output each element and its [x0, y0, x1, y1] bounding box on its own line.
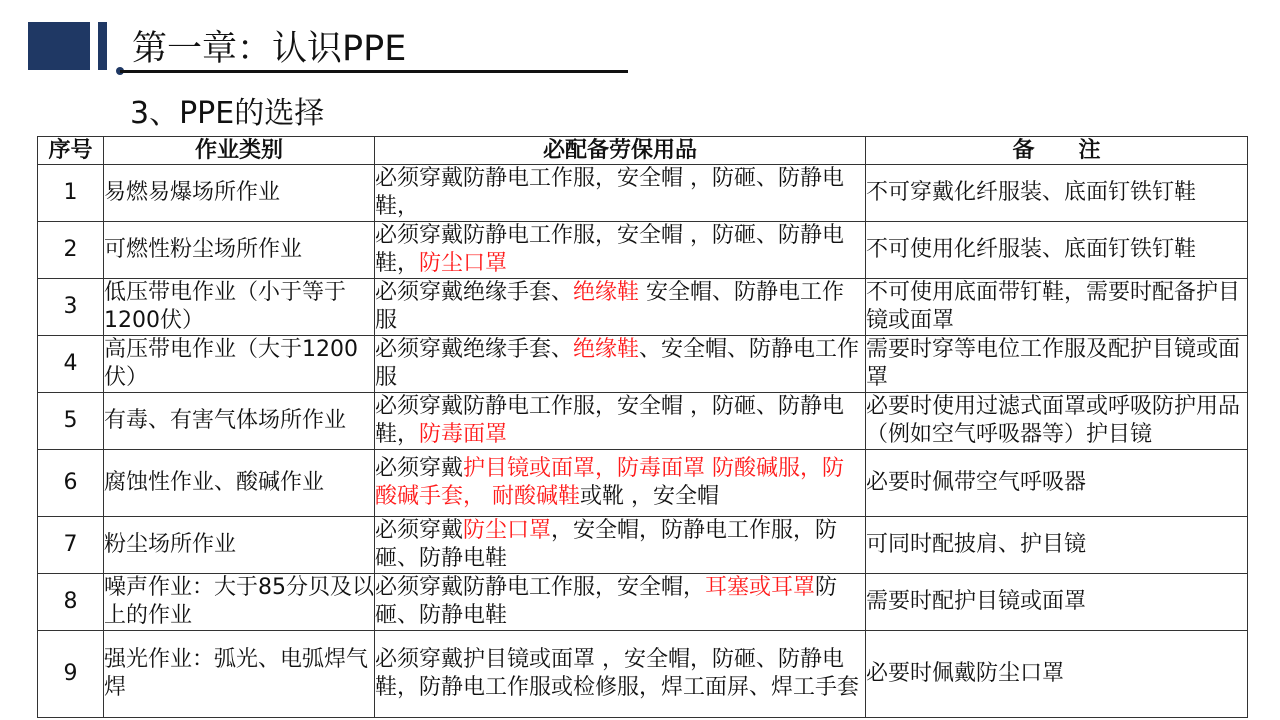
row-category: 强光作业：弧光、电弧焊气焊	[104, 631, 375, 718]
row-note: 必要时佩戴防尘口罩	[866, 631, 1248, 718]
ppe-text: 安全帽、防静电工作服	[375, 280, 845, 333]
row-note: 需要时配护目镜或面罩	[866, 574, 1248, 631]
highlighted-ppe-item: 防毒面罩	[419, 422, 508, 447]
row-number: 2	[38, 222, 104, 279]
table-row	[38, 222, 1248, 279]
row-required-ppe	[375, 393, 866, 450]
ppe-text: 必须穿戴绝缘手套、	[375, 337, 574, 362]
title-underline	[120, 70, 628, 73]
row-required-ppe	[375, 517, 866, 574]
row-number: 9	[38, 631, 104, 718]
row-category: 可燃性粉尘场所作业	[104, 222, 375, 279]
row-category: 低压带电作业（小于等于1200伏）	[104, 279, 375, 336]
ppe-text: 必须穿戴防静电工作服，安全帽 ，防砸、防静电鞋，	[375, 223, 844, 276]
table-row	[38, 574, 1248, 631]
row-category: 腐蚀性作业、酸碱作业	[104, 450, 375, 517]
ppe-text: 必须穿戴护目镜或面罩 ，安全帽，防砸、防静电鞋，防静电工作服或检修服，焊工面屏、焊工手套	[375, 647, 860, 700]
row-number: 7	[38, 517, 104, 574]
logo-block	[28, 22, 90, 70]
row-note: 不可使用底面带钉鞋，需要时配备护目镜或面罩	[866, 279, 1248, 336]
highlighted-ppe-item: 护目镜或面罩，防毒面罩 防酸碱服，防酸碱手套， 耐酸碱鞋	[375, 456, 845, 509]
row-number: 1	[38, 165, 104, 222]
header-category: 作业类别	[104, 137, 375, 165]
row-required-ppe	[375, 450, 866, 517]
header-number: 序号	[38, 137, 104, 165]
row-category: 易燃易爆场所作业	[104, 165, 375, 222]
row-category: 高压带电作业（大于1200伏）	[104, 336, 375, 393]
row-number: 8	[38, 574, 104, 631]
table-row	[38, 450, 1248, 517]
table-row	[38, 517, 1248, 574]
ppe-text: 必须穿戴防静电工作服，安全帽 ，防砸、防静电鞋，	[375, 166, 844, 219]
row-category: 粉尘场所作业	[104, 517, 375, 574]
ppe-selection-table	[37, 136, 1248, 718]
row-required-ppe	[375, 279, 866, 336]
ppe-text: 必须穿戴防静电工作服，安全帽 ，防砸、防静电鞋，	[375, 394, 844, 447]
row-required-ppe	[375, 574, 866, 631]
table-row	[38, 336, 1248, 393]
row-note: 需要时穿等电位工作服及配护目镜或面罩	[866, 336, 1248, 393]
highlighted-ppe-item: 耳塞或耳罩	[705, 575, 816, 600]
table-row	[38, 279, 1248, 336]
chapter-title: 第一章：认识PPE	[132, 29, 407, 69]
highlighted-ppe-item: 绝缘鞋	[573, 280, 640, 305]
row-number: 3	[38, 279, 104, 336]
row-required-ppe	[375, 165, 866, 222]
ppe-text: 必须穿戴绝缘手套、	[375, 280, 574, 305]
ppe-text: 防砸、防静电鞋	[375, 575, 838, 628]
ppe-text: 、安全帽、防静电工作服	[375, 337, 860, 390]
table-header-row	[38, 137, 1248, 165]
highlighted-ppe-item: 防尘口罩	[463, 518, 552, 543]
row-note: 不可穿戴化纤服装、底面钉铁钉鞋	[866, 165, 1248, 222]
row-note: 必要时佩带空气呼吸器	[866, 450, 1248, 517]
row-note: 不可使用化纤服装、底面钉铁钉鞋	[866, 222, 1248, 279]
row-note: 可同时配披肩、护目镜	[866, 517, 1248, 574]
table-row	[38, 631, 1248, 718]
highlighted-ppe-item: 绝缘鞋	[573, 337, 640, 362]
table-row	[38, 165, 1248, 222]
table-row	[38, 393, 1248, 450]
section-subtitle: 3、PPE的选择	[130, 96, 325, 131]
row-required-ppe	[375, 631, 866, 718]
row-category: 有毒、有害气体场所作业	[104, 393, 375, 450]
row-note: 必要时使用过滤式面罩或呼吸防护用品（例如空气呼吸器等）护目镜	[866, 393, 1248, 450]
row-number: 5	[38, 393, 104, 450]
highlighted-ppe-item: 防尘口罩	[419, 251, 508, 276]
row-category: 噪声作业：大于85分贝及以上的作业	[104, 574, 375, 631]
row-number: 6	[38, 450, 104, 517]
ppe-text: 必须穿戴防静电工作服，安全帽，	[375, 575, 706, 600]
row-required-ppe	[375, 336, 866, 393]
header-required-ppe: 必配备劳保用品	[375, 137, 866, 165]
row-required-ppe	[375, 222, 866, 279]
ppe-text: 或靴 ，安全帽	[580, 484, 719, 509]
ppe-text: 必须穿戴	[375, 456, 464, 481]
ppe-text: ，安全帽，防静电工作服，防砸、防静电鞋	[375, 518, 838, 571]
ppe-text: 必须穿戴	[375, 518, 464, 543]
logo-bar	[98, 22, 107, 70]
header-notes: 备 注	[866, 137, 1248, 165]
row-number: 4	[38, 336, 104, 393]
